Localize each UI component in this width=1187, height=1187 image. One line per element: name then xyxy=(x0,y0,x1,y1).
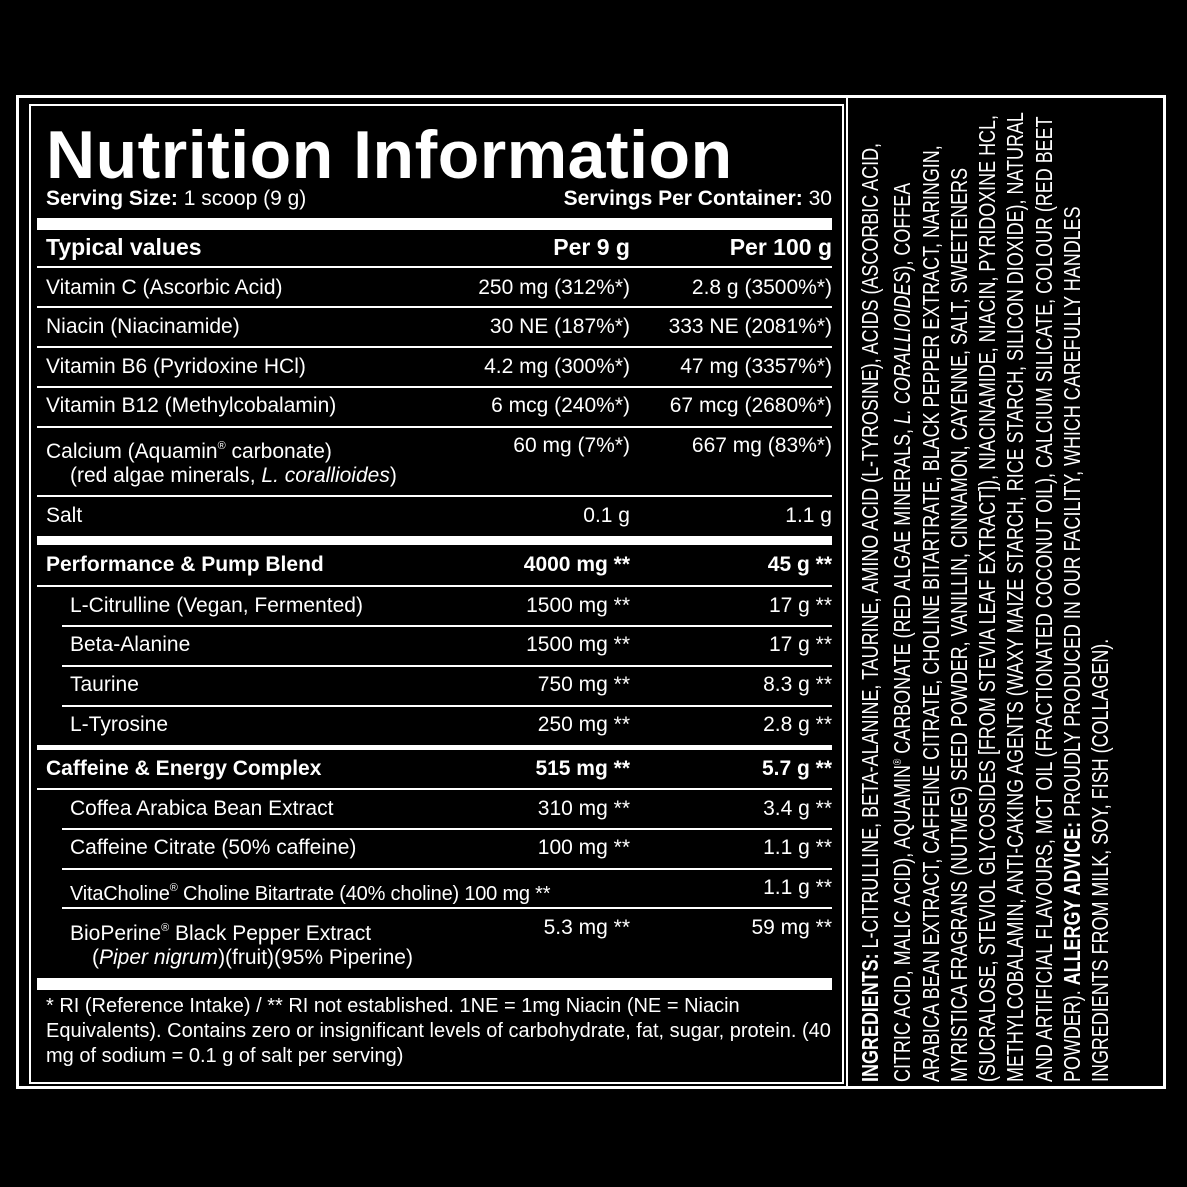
table-row: Caffeine Citrate (50% caffeine) 100 mg ** 1.1 g ** xyxy=(70,836,832,859)
allergy-label: ALLERGY ADVICE: xyxy=(1059,821,1086,986)
divider xyxy=(37,585,832,587)
table-row: L-Tyrosine 250 mg ** 2.8 g ** xyxy=(70,713,832,736)
ingredients-panel: INGREDIENTS: L-CITRULLINE, BETA-ALANINE, TAURINE, AMINO ACID (L-TYROSINE), ACIDS (ASCORBIC ACID, CITRIC ACID, MALIC ACID), AQUAMIN® CARBONATE (RED ALGAE MINERALS, L. CORALLIOIDES), COFFEA ARABICA BEAN EXTRACT, CAFFEINE CITRATE, CHOLINE BITARTRATE, BLACK PEPPER EXTRACT, NARINGIN, MYRISTICA FRAGRANS (NUTMEG) SEED POWDER, VANILLIN, CINNAMON, CAYENNE, SALT, SWEETENERS (SUCRALOSE, STEVIOL GLYCOSIDES [FROM STEVIA LEAF EXTRACT]), NIACINAMIDE, NIACIN, PYRIDOXINE HCL, METHYLCOBALAMIN, ANTI-CAKING AGENTS (WAXY MAIZE STARCH, RICE STARCH, SILICON DIOXIDE), NATURAL AND ARTIFICIAL FLAVOURS, MCT OIL (FRACTIONATED COCONUT OIL), CALCIUM SILICATE, COLOUR (RED BEET POWDER). ALLERGY ADVICE: PROUDLY PRODUCED IN OUR FACILITY, WHICH CAREFULLY HANDLES INGREDIENTS FROM MILK, SOY, FISH (COLLAGEN). xyxy=(857,112,1114,1082)
divider xyxy=(37,386,832,388)
serving-info xyxy=(46,186,832,212)
divider xyxy=(37,266,832,268)
divider xyxy=(37,346,832,348)
table-header: Typical values Per 9 g Per 100 g xyxy=(46,234,832,260)
table-row: Vitamin B12 (Methylcobalamin) 6 mcg (240%*) 67 mcg (2680%*) xyxy=(46,394,832,417)
table-row: Niacin (Niacinamide) 30 NE (187%*) 333 NE (2081%*) xyxy=(46,315,832,338)
divider xyxy=(37,426,832,428)
table-row: Vitamin C (Ascorbic Acid) 250 mg (312%*) 2.8 g (3500%*) xyxy=(46,276,832,299)
table-row: L-Citrulline (Vegan, Fermented) 1500 mg ** 17 g ** xyxy=(70,594,832,617)
blend-caffeine-header: Caffeine & Energy Complex 515 mg ** 5.7 g ** xyxy=(46,757,832,780)
divider xyxy=(62,868,832,870)
divider xyxy=(62,705,832,707)
page-title: Nutrition Information xyxy=(46,117,733,193)
divider xyxy=(62,907,832,909)
table-row-vitacholine: VitaCholine® Choline Bitartrate (40% choline) 100 mg ** 1.1 g ** xyxy=(70,876,832,905)
ingredients-label: INGREDIENTS: xyxy=(857,953,883,1082)
table-row-salt: Salt 0.1 g 1.1 g xyxy=(46,504,832,527)
table-row-bioperine: BioPerine® Black Pepper Extract (Piper nigrum)(fruit)(95% Piperine) 5.3 mg ** 59 mg ** xyxy=(70,916,832,969)
divider xyxy=(62,625,832,627)
divider xyxy=(62,828,832,830)
divider xyxy=(37,306,832,308)
thick-divider xyxy=(37,536,832,545)
thick-divider xyxy=(37,218,832,230)
serving-size: Serving Size: 1 scoop (9 g) xyxy=(46,187,307,210)
table-row: Coffea Arabica Bean Extract 310 mg ** 3.4 g ** xyxy=(70,797,832,820)
table-row: Beta-Alanine 1500 mg ** 17 g ** xyxy=(70,633,832,656)
blend-performance-header: Performance & Pump Blend 4000 mg ** 45 g ** xyxy=(46,553,832,576)
divider xyxy=(37,495,832,497)
divider xyxy=(62,665,832,667)
thick-divider xyxy=(37,745,832,750)
table-row: Taurine 750 mg ** 8.3 g ** xyxy=(70,673,832,696)
servings-per-container: Servings Per Container: 30 xyxy=(563,187,832,210)
table-row: Vitamin B6 (Pyridoxine HCl) 4.2 mg (300%*) 47 mg (3357%*) xyxy=(46,355,832,378)
footnote: * RI (Reference Intake) / ** RI not established. 1NE = 1mg Niacin (NE = Niacin Equivalents). Contains zero or insignificant levels of carbohydrate, fat, sugar, protein. (40 mg of sodium = 0.1 g of salt per serving) xyxy=(46,995,831,1067)
divider xyxy=(37,788,832,790)
panel-divider xyxy=(846,98,848,1086)
table-row-calcium: Calcium (Aquamin® carbonate) (red algae minerals, L. corallioides) 60 mg (7%*) 667 mg (83%*) xyxy=(46,434,832,487)
thick-divider xyxy=(37,978,832,990)
